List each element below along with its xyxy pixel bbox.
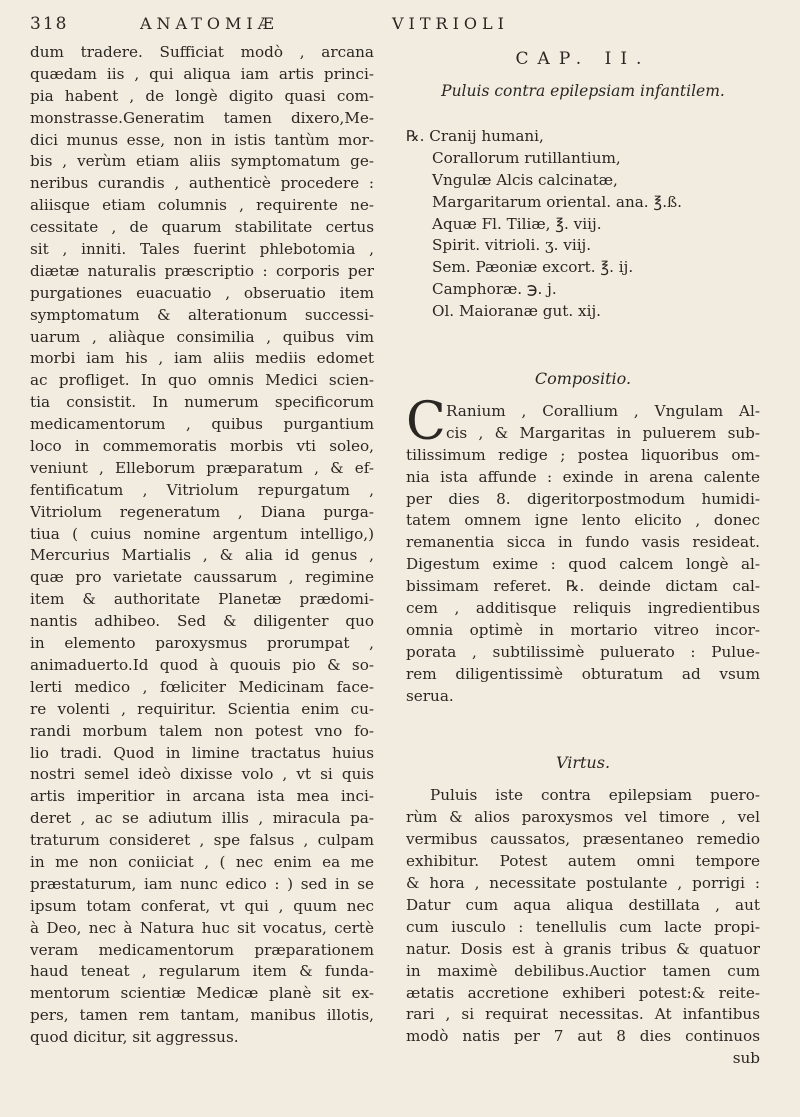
chapter-heading: CAP. II. [515, 49, 651, 69]
section-title: Puluis contra epilepsiam infantilem. [441, 82, 725, 100]
text-line: in maximè debilibus.Auctior tamen cum [406, 961, 760, 980]
text-line: bissimam referet. ℞. deinde dictam cal- [406, 577, 760, 596]
text-line: tiua ( cuius nomine argentum intelligo,) [30, 524, 374, 543]
compositio-paragraph [406, 392, 760, 707]
text-line: cem , additisque reliquis ingredientibus [406, 599, 760, 618]
text-line: randi morbum talem non potest vno fo- [30, 721, 374, 740]
text-line: porata , subtilissimè puluerato : Pulue- [406, 642, 760, 661]
text-line: Datur cum aqua aliqua destillata , aut [406, 895, 760, 914]
catchword: sub [732, 1049, 760, 1068]
text-line: Ranium , Corallium , Vngulam Al- [446, 402, 760, 421]
text-line: animaduerto.Id quod à quouis pio & so- [30, 655, 374, 674]
text-line: per dies 8. digeritorpostmodum humidi- [406, 489, 760, 508]
text-line: in me non coniiciat , ( nec enim ea me [30, 852, 374, 871]
text-line: pia habent , de longè digito quasi com- [30, 86, 374, 105]
text-line: lio tradi. Quod in limine tractatus huius [30, 743, 374, 762]
drop-cap: C [406, 392, 446, 453]
text-line: rari , si requirat necessitas. At infantibus [406, 1005, 760, 1024]
text-line: tilissimum redige ; postea liquoribus om- [406, 445, 760, 464]
text-line: neribus curandis , authenticè procedere : [30, 174, 374, 193]
text-line: nantis adhibeo. Sed & diligenter quo [30, 612, 374, 631]
running-head [30, 10, 770, 38]
text-line: mentorum scientiæ Medicæ planè sit ex- [30, 984, 374, 1003]
text-line: rem diligentissimè obturatum ad vsum [406, 664, 760, 683]
text-line: cum iusculo : tenellulis cum lacte propi- [406, 917, 760, 936]
text-line: ipsum totam conferat, vt qui , quum nec [30, 896, 374, 915]
text-line: symptomatum & alterationum successi- [30, 305, 374, 324]
text-line: loco in commemoratis morbis vti soleo, [30, 437, 374, 456]
recipe-item: Sem. Pæoniæ excort. ℥. ij. [432, 258, 634, 277]
text-line: in elemento paroxysmus prorumpat , [30, 634, 374, 653]
text-line: veram medicamentorum præparationem [30, 940, 374, 959]
text-line: bis , verùm etiam aliis symptomatum ge- [30, 152, 374, 171]
running-head-right: VITRIOLI [392, 14, 509, 33]
text-line: sit , inniti. Tales fuerint phlebotomia , [30, 240, 374, 259]
recipe-item: Ol. Maioranæ gut. xij. [432, 302, 601, 321]
text-line: Puluis iste contra epilepsiam puero- [430, 786, 760, 805]
text-line: nia ista affunde : exinde in arena calente [406, 467, 760, 486]
text-line: haud teneat , regularum item & funda- [30, 962, 374, 981]
text-line: morbi iam his , iam aliis mediis edomet [30, 349, 374, 368]
text-line: ætatis accretione exhiberi potest:& reite- [406, 983, 760, 1002]
text-line: fentificatum , Vitriolum repurgatum , [30, 480, 374, 499]
text-line: quædam iis , qui aliqua iam artis princi- [30, 64, 374, 83]
text-line: Mercurius Martialis , & alia id genus , [30, 546, 374, 565]
right-column [406, 42, 760, 1070]
compositio-heading: Compositio. [534, 369, 632, 389]
recipe-item: ℞. Cranij humani, [406, 127, 544, 145]
text-line: medicamentorum , quibus purgantium [30, 415, 374, 434]
recipe-item: Corallorum rutillantium, [432, 148, 621, 167]
text-line: modò natis per 7 aut 8 dies continuos [406, 1027, 760, 1046]
text-line: exhibitur. Potest autem omni tempore [406, 852, 760, 871]
text-line: tia consistit. In numerum specificorum [30, 393, 374, 412]
text-line: quod dicitur, sit aggressus. [30, 1028, 239, 1047]
text-line: veniunt , Elleborum præparatum , & ef- [30, 458, 374, 477]
text-line: Vitriolum regeneratum , Diana purga- [30, 502, 374, 521]
text-line: natur. Dosis est à granis tribus & quatuor [406, 939, 760, 958]
running-head-left: ANATOMIÆ [140, 14, 279, 33]
text-line: artis imperitior in arcana ista mea inci- [30, 787, 374, 806]
text-line: Digestum exime : quod calcem longè al- [406, 555, 760, 574]
text-line: item & authoritate Planetæ prædomi- [30, 590, 374, 609]
text-line: re volenti , requiritur. Scientia enim cu- [30, 699, 374, 718]
virtus-paragraph [406, 785, 760, 1048]
text-line: à Deo, nec à Natura huc sit vocatus, certè [30, 918, 374, 937]
text-line: dici munus esse, non in istis tantùm mor- [30, 130, 374, 149]
recipe-item: Aquæ Fl. Tiliæ, ℥. viij. [432, 214, 602, 233]
text-line: uarum , aliàque consimilia , quibus vim [30, 327, 374, 346]
text-line: tatem omnem igne lento elicito , donec [406, 511, 760, 530]
recipe-item: Margaritarum oriental. ana. ℥.ß. [432, 192, 683, 211]
text-line: rùm & alios paroxysmos vel timore , vel [406, 808, 760, 827]
text-line: præstaturum, iam nunc edico : ) sed in se [30, 874, 374, 893]
recipe-item: Camphoræ. ℈. j. [432, 280, 557, 299]
recipe-item: Vngulæ Alcis calcinatæ, [432, 170, 618, 189]
recipe-list [406, 126, 760, 323]
page-number: 318 [30, 14, 69, 34]
text-line: omnia optimè in mortario vitreo incor- [406, 620, 760, 639]
text-line: cessitate , de quarum stabilitate certus [30, 218, 374, 237]
left-column [30, 42, 374, 1049]
text-line: vermibus caussatos, præsentaneo remedio [406, 830, 760, 849]
text-line: cis , & Margaritas in puluerem sub- [446, 423, 760, 442]
text-line: purgationes euacuatio , obseruatio item [30, 283, 374, 302]
text-line: dum tradere. Sufficiat modò , arcana [30, 43, 374, 61]
text-line: monstrasse.Generatim tamen dixero,Me- [30, 108, 374, 127]
text-line: nostri semel ideò dixisse volo , vt si quis [30, 765, 374, 784]
text-line: quæ pro varietate caussarum , regimine [30, 568, 374, 587]
text-line: remanentia sicca in fundo vasis resideat. [406, 533, 760, 552]
text-line: traturum consideret , spe falsus , culpam [30, 831, 374, 850]
text-line: deret , ac se adiutum illis , miracula pa- [30, 809, 374, 828]
text-line: diætæ naturalis præscriptio : corporis per [30, 261, 374, 280]
text-line: serua. [406, 686, 454, 705]
text-line: & hora , necessitate postulante , porrigi : [406, 874, 760, 893]
text-line: pers, tamen rem tantam, manibus illotis, [30, 1006, 374, 1025]
text-line: ac profliget. In quo omnis Medici scien- [30, 371, 374, 390]
recipe-item: Spirit. vitrioli. ʒ. viij. [432, 236, 592, 255]
text-line: aliisque etiam columnis , requirente ne- [30, 196, 374, 215]
text-line: lerti medico , fœliciter Medicinam face- [30, 677, 374, 696]
virtus-heading: Virtus. [555, 753, 611, 773]
